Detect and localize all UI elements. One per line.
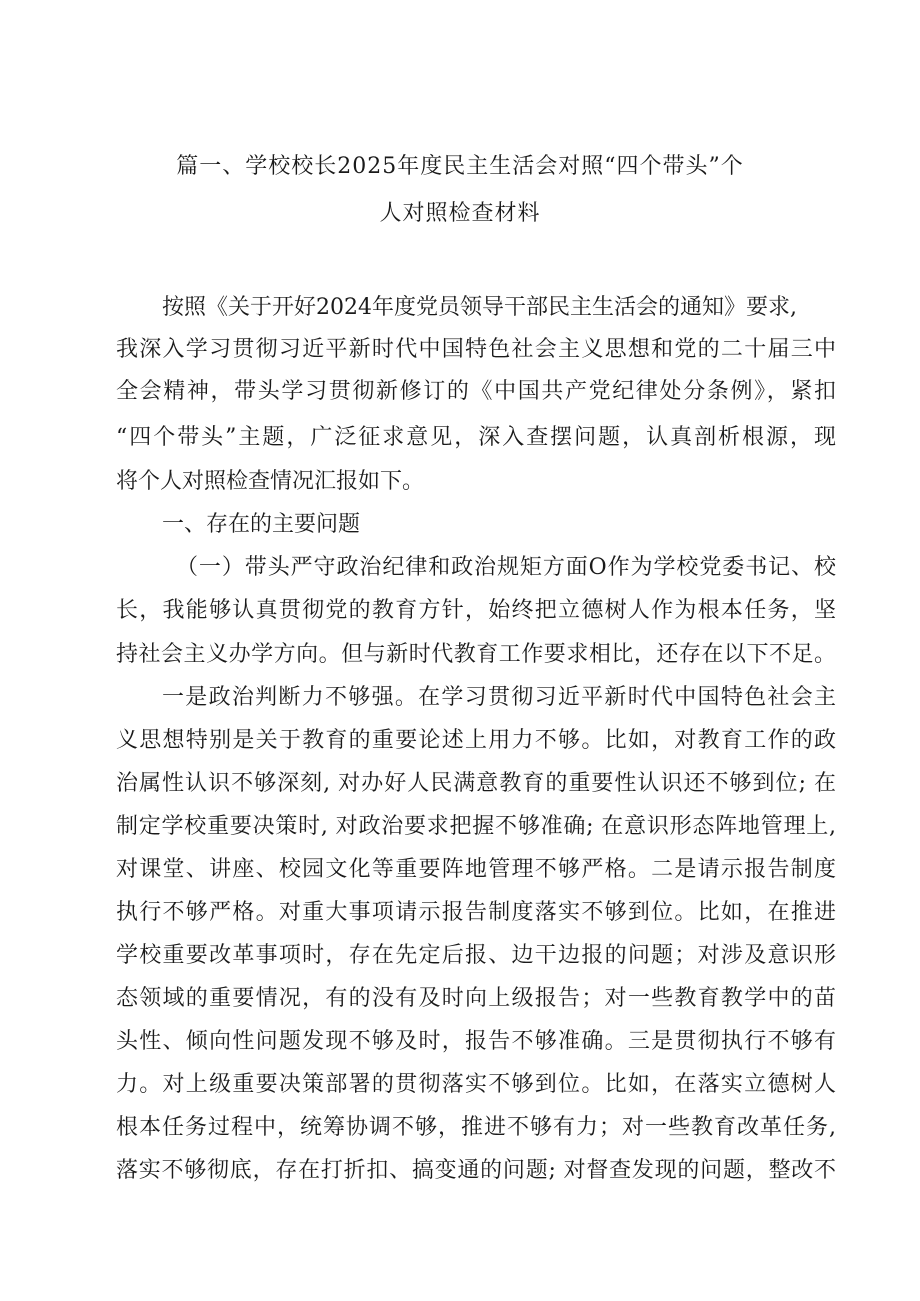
- paragraph-line: 态领域的重要情况，有的没有及时向上级报告；对一些教育教学中的苗: [116, 986, 836, 1011]
- paragraph-line: 制定学校重要决策时, 对政治要求把握不够准确; 在意识形态阵地管理上,: [116, 814, 836, 839]
- paragraph-line: “四个带头”主题，广泛征求意见，深入查摆问题，认真剖析根源，现: [116, 425, 836, 450]
- paragraph-line: 一是政治判断力不够强。在学习贯彻习近平新时代中国特色社会主: [162, 685, 836, 710]
- paragraph-line: 对课堂、讲座、校园文化等重要阵地管理不够严格。二是请示报告制度: [116, 857, 836, 882]
- paragraph-line: 落实不够彻底，存在打折扣、搞变通的问题; 对督查发现的问题，整改不: [116, 1158, 836, 1183]
- paragraph-line: 头性、倾向性问题发现不够及时，报告不够准确。三是贯彻执行不够有: [116, 1029, 836, 1054]
- paragraph-line: 执行不够严格。对重大事项请示报告制度落实不够到位。比如，在推进: [116, 900, 836, 925]
- paragraph-line: 长，我能够认真贯彻党的教育方针，始终把立德树人作为根本任务，坚: [116, 598, 836, 623]
- paragraph-line: 义思想特别是关于教育的重要论述上用力不够。比如，对教育工作的政: [116, 728, 836, 753]
- subsection-line: （一）带头严守政治纪律和政治规矩方面O作为学校党委书记、校: [176, 555, 836, 580]
- paragraph-line: 全会精神，带头学习贯彻新修订的《中国共产党纪律处分条例》，紧扣: [116, 379, 836, 404]
- section-heading: 一、存在的主要问题: [162, 512, 361, 537]
- paragraph-line: 根本任务过程中，统筹协调不够，推进不够有力；对一些教育改革任务,: [116, 1115, 836, 1140]
- paragraph-line: 治属性认识不够深刻, 对办好人民满意教育的重要性认识还不够到位; 在: [116, 771, 836, 796]
- paragraph-line: 学校重要改革事项时，存在先定后报、边干边报的问题；对涉及意识形: [116, 943, 836, 968]
- paragraph-line: 我深入学习贯彻习近平新时代中国特色社会主义思想和党的二十届三中: [116, 337, 836, 362]
- paragraph-line: 力。对上级重要决策部署的贯彻落实不够到位。比如，在落实立德树人: [116, 1072, 836, 1097]
- document-title-line-2: 人对照检查材料: [379, 201, 541, 226]
- paragraph-line: 持社会主义办学方向。但与新时代教育工作要求相比，还存在以下不足。: [116, 642, 836, 667]
- paragraph-line: 按照《关于开好2024年度党员领导干部民主生活会的通知》要求,: [162, 295, 797, 320]
- paragraph-line: 将个人对照检查情况汇报如下。: [116, 469, 425, 494]
- document-title-line-1: 篇一、学校校长2025年度民主生活会对照“四个带头”个: [176, 154, 744, 179]
